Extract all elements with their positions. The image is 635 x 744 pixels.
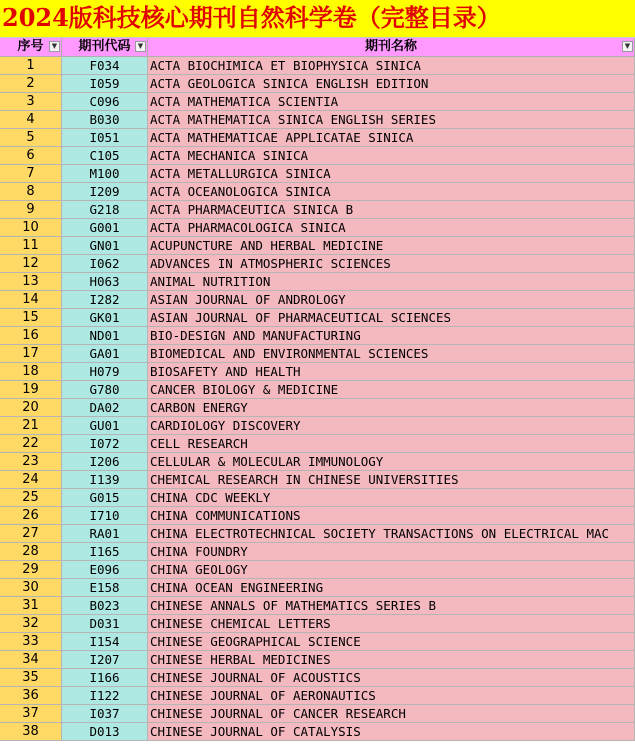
header-name[interactable] — [148, 38, 635, 57]
seq-cell[interactable]: 37 — [0, 705, 62, 723]
table-row — [0, 507, 635, 525]
code-cell[interactable]: I122 — [62, 687, 148, 705]
table-row — [0, 381, 635, 399]
seq-cell[interactable]: 24 — [0, 471, 62, 489]
code-cell[interactable]: C105 — [62, 147, 148, 165]
name-cell[interactable]: ACTA PHARMACEUTICA SINICA B — [148, 201, 635, 219]
name-cell[interactable]: CHINA OCEAN ENGINEERING — [148, 579, 635, 597]
name-cell[interactable]: ACTA MATHEMATICAE APPLICATAE SINICA — [148, 129, 635, 147]
table-row — [0, 597, 635, 615]
table-row — [0, 75, 635, 93]
filter-dropdown-icon[interactable]: ▼ — [49, 41, 60, 52]
table-row — [0, 111, 635, 129]
header-code-label: 期刊代码 — [78, 39, 131, 54]
name-cell[interactable]: CHINA CDC WEEKLY — [148, 489, 635, 507]
code-cell[interactable]: I710 — [62, 507, 148, 525]
code-cell[interactable]: I207 — [62, 651, 148, 669]
code-cell[interactable]: I282 — [62, 291, 148, 309]
name-cell[interactable]: BIOMEDICAL AND ENVIRONMENTAL SCIENCES — [148, 345, 635, 363]
header-code[interactable] — [62, 38, 148, 57]
table-row — [0, 705, 635, 723]
name-cell[interactable]: ACTA BIOCHIMICA ET BIOPHYSICA SINICA — [148, 57, 635, 75]
name-cell[interactable]: ACTA MATHEMATICA SCIENTIA — [148, 93, 635, 111]
table-row — [0, 183, 635, 201]
code-cell[interactable]: G218 — [62, 201, 148, 219]
table-row — [0, 237, 635, 255]
seq-cell[interactable]: 13 — [0, 273, 62, 291]
code-cell[interactable]: GU01 — [62, 417, 148, 435]
code-cell[interactable]: B023 — [62, 597, 148, 615]
seq-cell[interactable]: 5 — [0, 129, 62, 147]
seq-cell[interactable]: 21 — [0, 417, 62, 435]
table-row — [0, 579, 635, 597]
code-cell[interactable]: D013 — [62, 723, 148, 741]
seq-cell[interactable]: 11 — [0, 237, 62, 255]
seq-cell[interactable]: 16 — [0, 327, 62, 345]
table-row — [0, 417, 635, 435]
code-cell[interactable]: B030 — [62, 111, 148, 129]
seq-cell[interactable]: 33 — [0, 633, 62, 651]
name-cell[interactable]: ACTA GEOLOGICA SINICA ENGLISH EDITION — [148, 75, 635, 93]
seq-cell[interactable]: 15 — [0, 309, 62, 327]
seq-cell[interactable]: 19 — [0, 381, 62, 399]
name-cell[interactable]: CHINA GEOLOGY — [148, 561, 635, 579]
code-cell[interactable]: I051 — [62, 129, 148, 147]
seq-cell[interactable]: 36 — [0, 687, 62, 705]
name-cell[interactable]: CHINA FOUNDRY — [148, 543, 635, 561]
code-cell[interactable]: F034 — [62, 57, 148, 75]
table-row — [0, 129, 635, 147]
seq-cell[interactable]: 23 — [0, 453, 62, 471]
code-cell[interactable]: I166 — [62, 669, 148, 687]
name-cell[interactable]: CARBON ENERGY — [148, 399, 635, 417]
filter-dropdown-icon[interactable]: ▼ — [622, 41, 633, 52]
code-cell[interactable]: G001 — [62, 219, 148, 237]
name-cell[interactable]: CHINESE JOURNAL OF AERONAUTICS — [148, 687, 635, 705]
seq-cell[interactable]: 2 — [0, 75, 62, 93]
seq-cell[interactable]: 38 — [0, 723, 62, 741]
seq-cell[interactable]: 3 — [0, 93, 62, 111]
name-cell[interactable]: CHINA COMMUNICATIONS — [148, 507, 635, 525]
seq-cell[interactable]: 35 — [0, 669, 62, 687]
name-cell[interactable]: BIOSAFETY AND HEALTH — [148, 363, 635, 381]
seq-cell[interactable]: 7 — [0, 165, 62, 183]
code-cell[interactable]: M100 — [62, 165, 148, 183]
table-row — [0, 543, 635, 561]
name-cell[interactable]: ACTA MECHANICA SINICA — [148, 147, 635, 165]
table-row — [0, 651, 635, 669]
table-row — [0, 327, 635, 345]
code-cell[interactable]: I206 — [62, 453, 148, 471]
name-cell[interactable]: ACUPUNCTURE AND HERBAL MEDICINE — [148, 237, 635, 255]
seq-cell[interactable]: 6 — [0, 147, 62, 165]
table-row — [0, 291, 635, 309]
seq-cell[interactable]: 20 — [0, 399, 62, 417]
name-cell[interactable]: CARDIOLOGY DISCOVERY — [148, 417, 635, 435]
seq-cell[interactable]: 31 — [0, 597, 62, 615]
name-cell[interactable]: CHINA ELECTROTECHNICAL SOCIETY TRANSACTIONS ON ELECTRICAL MAC — [148, 525, 635, 543]
table-row — [0, 435, 635, 453]
code-cell[interactable]: C096 — [62, 93, 148, 111]
seq-cell[interactable]: 28 — [0, 543, 62, 561]
seq-cell[interactable]: 29 — [0, 561, 62, 579]
seq-cell[interactable]: 32 — [0, 615, 62, 633]
code-cell[interactable]: E158 — [62, 579, 148, 597]
name-cell[interactable]: ACTA METALLURGICA SINICA — [148, 165, 635, 183]
filter-dropdown-icon[interactable]: ▼ — [135, 41, 146, 52]
code-cell[interactable]: I072 — [62, 435, 148, 453]
table-row — [0, 633, 635, 651]
table-row — [0, 309, 635, 327]
name-cell[interactable]: CHINESE GEOGRAPHICAL SCIENCE — [148, 633, 635, 651]
code-cell[interactable]: I139 — [62, 471, 148, 489]
name-cell[interactable]: ASIAN JOURNAL OF PHARMACEUTICAL SCIENCES — [148, 309, 635, 327]
name-cell[interactable]: ANIMAL NUTRITION — [148, 273, 635, 291]
table-row — [0, 345, 635, 363]
seq-cell[interactable]: 25 — [0, 489, 62, 507]
seq-cell[interactable]: 9 — [0, 201, 62, 219]
name-cell[interactable]: ADVANCES IN ATMOSPHERIC SCIENCES — [148, 255, 635, 273]
title-row[interactable] — [0, 0, 635, 38]
name-cell[interactable]: ACTA OCEANOLOGICA SINICA — [148, 183, 635, 201]
table-row — [0, 489, 635, 507]
seq-cell[interactable]: 17 — [0, 345, 62, 363]
table-row — [0, 399, 635, 417]
name-cell[interactable]: CHINESE ANNALS OF MATHEMATICS SERIES B — [148, 597, 635, 615]
code-cell[interactable]: G015 — [62, 489, 148, 507]
table-row — [0, 669, 635, 687]
seq-cell[interactable]: 10 — [0, 219, 62, 237]
table-row — [0, 255, 635, 273]
table-row — [0, 93, 635, 111]
table-row — [0, 201, 635, 219]
table-row — [0, 165, 635, 183]
name-cell[interactable]: CHINESE JOURNAL OF ACOUSTICS — [148, 669, 635, 687]
code-cell[interactable]: H079 — [62, 363, 148, 381]
table-row — [0, 525, 635, 543]
seq-cell[interactable]: 27 — [0, 525, 62, 543]
sheet-title: 2024版科技核心期刊自然科学卷（完整目录） — [2, 3, 501, 32]
header-seq-label: 序号 — [17, 39, 44, 54]
seq-cell[interactable]: 34 — [0, 651, 62, 669]
name-cell[interactable]: CHINESE JOURNAL OF CANCER RESEARCH — [148, 705, 635, 723]
seq-cell[interactable]: 18 — [0, 363, 62, 381]
seq-cell[interactable]: 8 — [0, 183, 62, 201]
code-cell[interactable]: H063 — [62, 273, 148, 291]
name-cell[interactable]: CANCER BIOLOGY & MEDICINE — [148, 381, 635, 399]
name-cell[interactable]: CELL RESEARCH — [148, 435, 635, 453]
code-cell[interactable]: I062 — [62, 255, 148, 273]
header-name-label: 期刊名称 — [364, 39, 417, 54]
table-row — [0, 723, 635, 741]
seq-cell[interactable]: 14 — [0, 291, 62, 309]
table-row — [0, 561, 635, 579]
name-cell[interactable]: CHINESE HERBAL MEDICINES — [148, 651, 635, 669]
seq-cell[interactable]: 22 — [0, 435, 62, 453]
name-cell[interactable]: BIO-DESIGN AND MANUFACTURING — [148, 327, 635, 345]
code-cell[interactable]: GA01 — [62, 345, 148, 363]
code-cell[interactable]: DA02 — [62, 399, 148, 417]
code-cell[interactable]: I059 — [62, 75, 148, 93]
code-cell[interactable]: E096 — [62, 561, 148, 579]
table-row — [0, 687, 635, 705]
name-cell[interactable]: CHEMICAL RESEARCH IN CHINESE UNIVERSITIES — [148, 471, 635, 489]
name-cell[interactable]: ACTA PHARMACOLOGICA SINICA — [148, 219, 635, 237]
seq-cell[interactable]: 30 — [0, 579, 62, 597]
code-cell[interactable]: GN01 — [62, 237, 148, 255]
code-cell[interactable]: I209 — [62, 183, 148, 201]
table-row — [0, 273, 635, 291]
code-cell[interactable]: I165 — [62, 543, 148, 561]
name-cell[interactable]: ACTA MATHEMATICA SINICA ENGLISH SERIES — [148, 111, 635, 129]
table-row — [0, 57, 635, 75]
table-row — [0, 147, 635, 165]
name-cell[interactable]: CHINESE CHEMICAL LETTERS — [148, 615, 635, 633]
seq-cell[interactable]: 1 — [0, 57, 62, 75]
seq-cell[interactable]: 26 — [0, 507, 62, 525]
name-cell[interactable]: CHINESE JOURNAL OF CATALYSIS — [148, 723, 635, 741]
header-seq[interactable] — [0, 38, 62, 57]
code-cell[interactable]: G780 — [62, 381, 148, 399]
code-cell[interactable]: D031 — [62, 615, 148, 633]
code-cell[interactable]: RA01 — [62, 525, 148, 543]
code-cell[interactable]: I037 — [62, 705, 148, 723]
name-cell[interactable]: CELLULAR & MOLECULAR IMMUNOLOGY — [148, 453, 635, 471]
table-row — [0, 219, 635, 237]
table-row — [0, 615, 635, 633]
name-cell[interactable]: ASIAN JOURNAL OF ANDROLOGY — [148, 291, 635, 309]
table-row — [0, 471, 635, 489]
table-row — [0, 453, 635, 471]
code-cell[interactable]: ND01 — [62, 327, 148, 345]
code-cell[interactable]: I154 — [62, 633, 148, 651]
seq-cell[interactable]: 12 — [0, 255, 62, 273]
code-cell[interactable]: GK01 — [62, 309, 148, 327]
seq-cell[interactable]: 4 — [0, 111, 62, 129]
table-row — [0, 363, 635, 381]
